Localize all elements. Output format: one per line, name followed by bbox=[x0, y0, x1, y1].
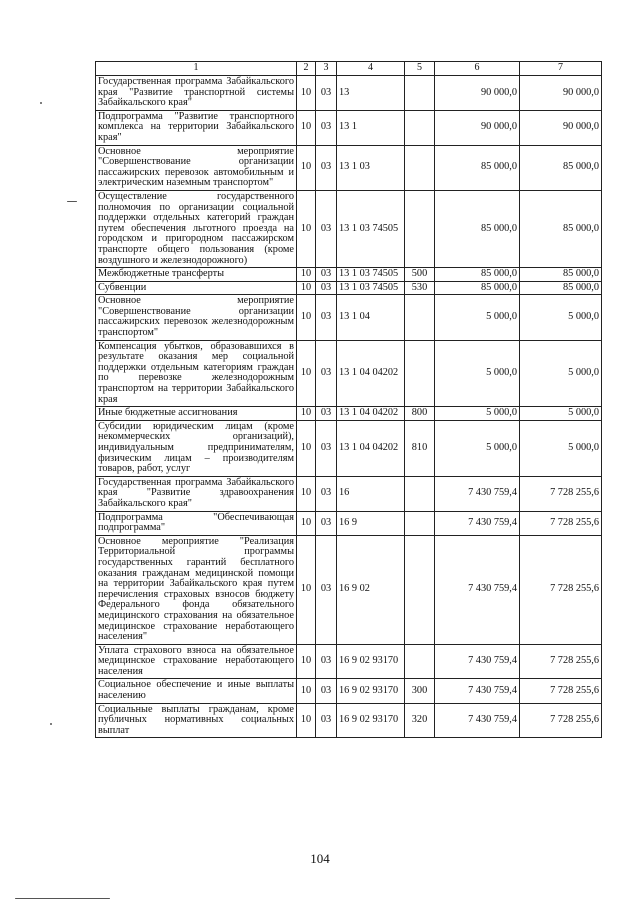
header-cell-2: 2 bbox=[297, 62, 316, 76]
row-cell-col2: 10 bbox=[297, 535, 316, 644]
row-cell-col5 bbox=[405, 145, 435, 190]
row-cell-col7: 7 728 255,6 bbox=[520, 511, 602, 535]
row-cell-col4: 16 9 02 93170 bbox=[337, 703, 405, 738]
table-row bbox=[96, 703, 602, 738]
row-cell-col2: 10 bbox=[297, 644, 316, 679]
row-cell-col5 bbox=[405, 76, 435, 111]
row-cell-col5 bbox=[405, 476, 435, 511]
row-cell-col7: 5 000,0 bbox=[520, 420, 602, 476]
row-cell-col4: 13 1 03 74505 bbox=[337, 190, 405, 267]
scan-speck bbox=[67, 201, 77, 202]
table-row bbox=[96, 407, 602, 421]
row-cell-col2: 10 bbox=[297, 76, 316, 111]
row-cell-col5 bbox=[405, 295, 435, 340]
row-cell-col6: 7 430 759,4 bbox=[435, 644, 520, 679]
row-cell-col7: 85 000,0 bbox=[520, 145, 602, 190]
row-cell-col6: 7 430 759,4 bbox=[435, 476, 520, 511]
table-row bbox=[96, 679, 602, 703]
header-cell-1: 1 bbox=[96, 62, 297, 76]
table-header-row bbox=[96, 62, 602, 76]
table-row bbox=[96, 340, 602, 407]
row-cell-col5: 810 bbox=[405, 420, 435, 476]
row-cell-col2: 10 bbox=[297, 295, 316, 340]
row-name-cell: Социальное обеспечение и иные выплаты населению bbox=[96, 679, 297, 703]
row-cell-col4: 13 1 03 74505 bbox=[337, 268, 405, 282]
row-cell-col4: 16 9 02 bbox=[337, 535, 405, 644]
row-cell-col7: 7 728 255,6 bbox=[520, 535, 602, 644]
row-cell-col2: 10 bbox=[297, 511, 316, 535]
row-cell-col7: 5 000,0 bbox=[520, 295, 602, 340]
row-cell-col7: 5 000,0 bbox=[520, 407, 602, 421]
row-cell-col3: 03 bbox=[316, 110, 337, 145]
row-cell-col2: 10 bbox=[297, 340, 316, 407]
row-cell-col6: 7 430 759,4 bbox=[435, 679, 520, 703]
table-row bbox=[96, 476, 602, 511]
row-cell-col6: 7 430 759,4 bbox=[435, 511, 520, 535]
table-row bbox=[96, 295, 602, 340]
row-cell-col3: 03 bbox=[316, 340, 337, 407]
row-cell-col4: 13 1 bbox=[337, 110, 405, 145]
table-row bbox=[96, 145, 602, 190]
row-cell-col5 bbox=[405, 190, 435, 267]
scan-speck bbox=[15, 898, 110, 899]
row-cell-col2: 10 bbox=[297, 476, 316, 511]
table-row bbox=[96, 420, 602, 476]
row-cell-col5: 300 bbox=[405, 679, 435, 703]
row-cell-col3: 03 bbox=[316, 420, 337, 476]
row-cell-col5 bbox=[405, 535, 435, 644]
table-row bbox=[96, 110, 602, 145]
row-cell-col5: 500 bbox=[405, 268, 435, 282]
page-number: 104 bbox=[310, 851, 330, 866]
row-name-cell: Государственная программа Забайкальского края "Развитие транспортной системы Забайкальского края" bbox=[96, 76, 297, 111]
row-cell-col5 bbox=[405, 340, 435, 407]
row-cell-col4: 13 bbox=[337, 76, 405, 111]
row-cell-col3: 03 bbox=[316, 281, 337, 295]
row-cell-col3: 03 bbox=[316, 703, 337, 738]
row-cell-col5: 800 bbox=[405, 407, 435, 421]
row-cell-col2: 10 bbox=[297, 407, 316, 421]
row-cell-col2: 10 bbox=[297, 281, 316, 295]
row-name-cell: Государственная программа Забайкальского края "Развитие здравоохранения Забайкальского края" bbox=[96, 476, 297, 511]
row-cell-col4: 13 1 04 04202 bbox=[337, 340, 405, 407]
row-cell-col4: 13 1 03 74505 bbox=[337, 281, 405, 295]
row-cell-col7: 5 000,0 bbox=[520, 340, 602, 407]
row-cell-col3: 03 bbox=[316, 295, 337, 340]
row-cell-col7: 85 000,0 bbox=[520, 190, 602, 267]
row-cell-col3: 03 bbox=[316, 145, 337, 190]
row-cell-col7: 90 000,0 bbox=[520, 76, 602, 111]
row-cell-col5 bbox=[405, 511, 435, 535]
table-row bbox=[96, 535, 602, 644]
table-row bbox=[96, 511, 602, 535]
row-name-cell: Компенсация убытков, образовавшихся в результате оказания мер социальной поддержки отдельным категориям граждан по перевозке железнодорожным транспортом на территории Забайкальского края bbox=[96, 340, 297, 407]
row-name-cell: Уплата страхового взноса на обязательное медицинское страхование неработающего населения bbox=[96, 644, 297, 679]
row-cell-col4: 13 1 04 bbox=[337, 295, 405, 340]
row-cell-col3: 03 bbox=[316, 644, 337, 679]
row-cell-col7: 7 728 255,6 bbox=[520, 703, 602, 738]
row-cell-col3: 03 bbox=[316, 679, 337, 703]
row-cell-col3: 03 bbox=[316, 268, 337, 282]
row-cell-col6: 5 000,0 bbox=[435, 340, 520, 407]
row-cell-col2: 10 bbox=[297, 679, 316, 703]
row-cell-col4: 16 9 bbox=[337, 511, 405, 535]
row-cell-col3: 03 bbox=[316, 407, 337, 421]
row-cell-col7: 7 728 255,6 bbox=[520, 679, 602, 703]
scan-speck bbox=[50, 723, 52, 725]
row-cell-col6: 85 000,0 bbox=[435, 190, 520, 267]
row-cell-col2: 10 bbox=[297, 190, 316, 267]
row-name-cell: Основное мероприятие "Совершенствование организации пассажирских перевозок железнодорожным транспортом" bbox=[96, 295, 297, 340]
row-name-cell: Субсидии юридическим лицам (кроме некоммерческих организаций), индивидуальным предпринимателям, физическим лицам – производителям товаров, работ, услуг bbox=[96, 420, 297, 476]
row-cell-col7: 7 728 255,6 bbox=[520, 476, 602, 511]
table-row bbox=[96, 644, 602, 679]
row-name-cell: Субвенции bbox=[96, 281, 297, 295]
table-row bbox=[96, 190, 602, 267]
row-cell-col6: 85 000,0 bbox=[435, 281, 520, 295]
row-cell-col3: 03 bbox=[316, 535, 337, 644]
row-cell-col6: 7 430 759,4 bbox=[435, 703, 520, 738]
row-cell-col7: 90 000,0 bbox=[520, 110, 602, 145]
row-cell-col5: 320 bbox=[405, 703, 435, 738]
header-cell-3: 3 bbox=[316, 62, 337, 76]
budget-table bbox=[95, 61, 602, 738]
row-cell-col6: 5 000,0 bbox=[435, 420, 520, 476]
row-cell-col6: 5 000,0 bbox=[435, 295, 520, 340]
row-cell-col7: 85 000,0 bbox=[520, 281, 602, 295]
row-cell-col4: 16 bbox=[337, 476, 405, 511]
row-cell-col4: 16 9 02 93170 bbox=[337, 644, 405, 679]
row-cell-col5: 530 bbox=[405, 281, 435, 295]
row-cell-col2: 10 bbox=[297, 110, 316, 145]
row-cell-col3: 03 bbox=[316, 76, 337, 111]
header-cell-4: 4 bbox=[337, 62, 405, 76]
row-cell-col4: 16 9 02 93170 bbox=[337, 679, 405, 703]
header-cell-7: 7 bbox=[520, 62, 602, 76]
row-name-cell: Подпрограмма "Обеспечивающая подпрограмма" bbox=[96, 511, 297, 535]
row-cell-col6: 85 000,0 bbox=[435, 145, 520, 190]
row-cell-col3: 03 bbox=[316, 476, 337, 511]
row-cell-col6: 5 000,0 bbox=[435, 407, 520, 421]
row-cell-col4: 13 1 04 04202 bbox=[337, 420, 405, 476]
row-cell-col4: 13 1 04 04202 bbox=[337, 407, 405, 421]
row-cell-col2: 10 bbox=[297, 420, 316, 476]
table-row bbox=[96, 268, 602, 282]
row-cell-col2: 10 bbox=[297, 703, 316, 738]
row-cell-col5 bbox=[405, 110, 435, 145]
row-cell-col6: 90 000,0 bbox=[435, 76, 520, 111]
row-cell-col6: 90 000,0 bbox=[435, 110, 520, 145]
table-row bbox=[96, 76, 602, 111]
row-name-cell: Иные бюджетные ассигнования bbox=[96, 407, 297, 421]
row-name-cell: Основное мероприятие "Совершенствование организации пассажирских перевозок автомобильным и электрическим наземным транспортом" bbox=[96, 145, 297, 190]
row-cell-col3: 03 bbox=[316, 511, 337, 535]
row-name-cell: Основное мероприятие "Реализация Территориальной программы государственных гарантий бесплатного оказания гражданам медицинской помощи на территории Забайкальского края путем перечисления страховых взносов бюджету Федерального фонда обязательного медицинского страхования на обязательное медицинское страхование неработающего населения" bbox=[96, 535, 297, 644]
row-cell-col4: 13 1 03 bbox=[337, 145, 405, 190]
row-cell-col6: 7 430 759,4 bbox=[435, 535, 520, 644]
row-cell-col6: 85 000,0 bbox=[435, 268, 520, 282]
row-cell-col2: 10 bbox=[297, 145, 316, 190]
table-row bbox=[96, 281, 602, 295]
row-cell-col7: 7 728 255,6 bbox=[520, 644, 602, 679]
scan-speck bbox=[40, 102, 42, 104]
row-name-cell: Осуществление государственного полномочия по организации социальной поддержки отдельных категорий граждан путем обеспечения льготного проезда на городском и пригородном пассажирском транспорте общего пользования (кроме воздушного и железнодорожного) bbox=[96, 190, 297, 267]
header-cell-5: 5 bbox=[405, 62, 435, 76]
row-cell-col7: 85 000,0 bbox=[520, 268, 602, 282]
row-cell-col2: 10 bbox=[297, 268, 316, 282]
header-cell-6: 6 bbox=[435, 62, 520, 76]
row-cell-col3: 03 bbox=[316, 190, 337, 267]
row-cell-col5 bbox=[405, 644, 435, 679]
row-name-cell: Подпрограмма "Развитие транспортного комплекса на территории Забайкальского края" bbox=[96, 110, 297, 145]
row-name-cell: Социальные выплаты гражданам, кроме публичных нормативных социальных выплат bbox=[96, 703, 297, 738]
row-name-cell: Межбюджетные трансферты bbox=[96, 268, 297, 282]
